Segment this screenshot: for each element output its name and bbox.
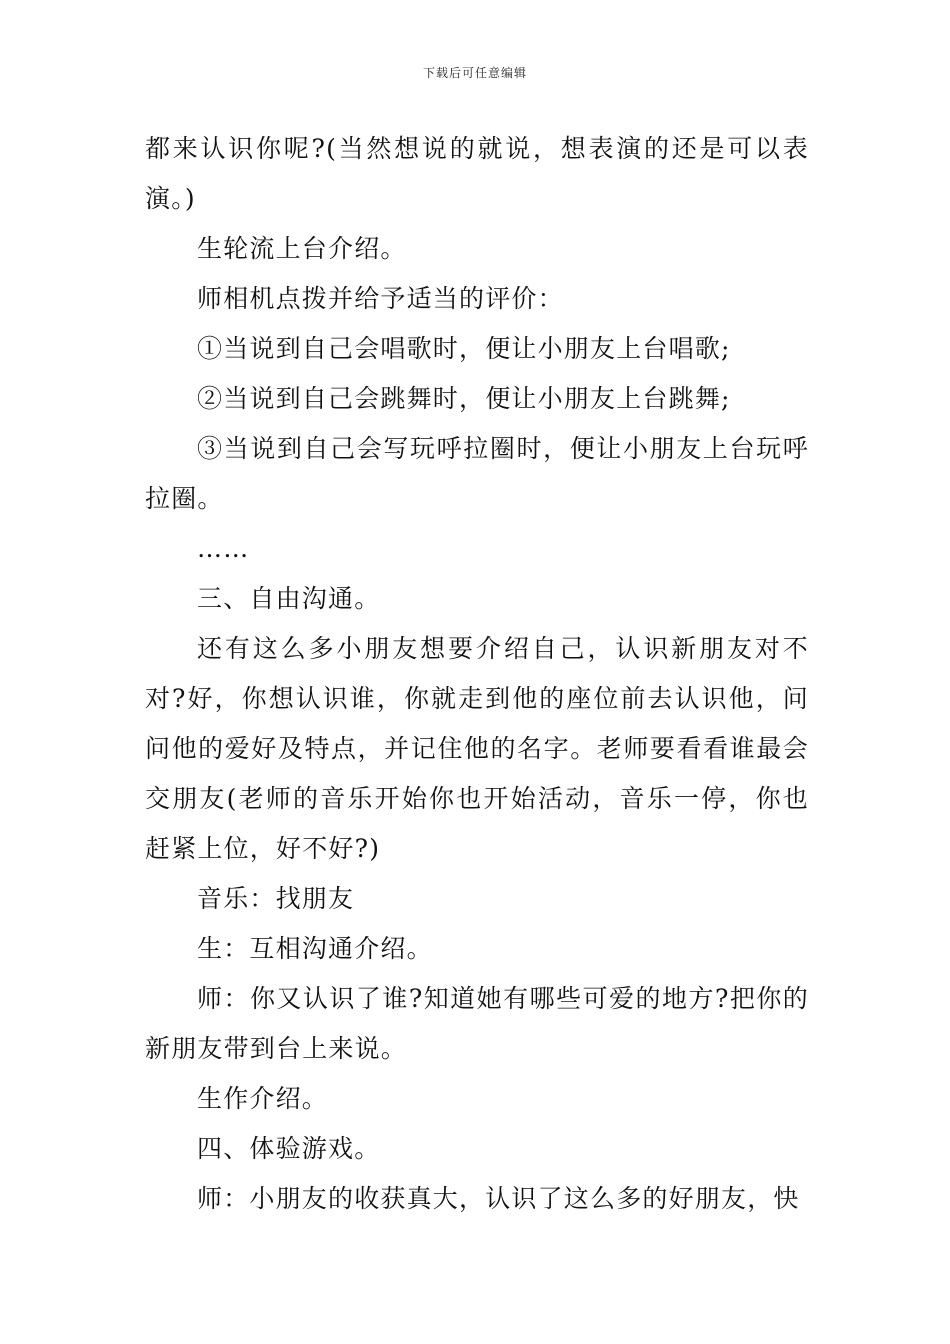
paragraph: 生：互相沟通介绍。 — [197, 934, 433, 963]
page-header: 下载后可任意编辑 — [422, 66, 527, 80]
section-heading: 四、体验游戏。 — [197, 1134, 381, 1163]
ellipsis-paragraph: …… — [197, 534, 250, 563]
paragraph: 生作介绍。 — [197, 1084, 329, 1113]
paragraph: 师相机点拨并给予适当的评价： — [197, 284, 564, 313]
paragraph: 还有这么多小朋友想要介绍自己，认识新朋友对不对?好，你想认识谁，你就走到他的座位前去认识他，问问他的爱好及特点，并记住他的名字。老师要看看谁最会交朋友(老师的音乐开始你也开始活动，音乐一停，你也赶紧上位，好不好?) — [145, 634, 809, 863]
paragraph: ②当说到自己会跳舞时，便让小朋友上台跳舞; — [197, 384, 731, 413]
document-body — [145, 124, 809, 1224]
paragraph: ③当说到自己会写玩呼拉圈时，便让小朋友上台玩呼拉圈。 — [145, 434, 809, 513]
paragraph: 生轮流上台介绍。 — [197, 234, 407, 263]
paragraph: ①当说到自己会唱歌时，便让小朋友上台唱歌; — [197, 334, 731, 363]
section-heading: 三、自由沟通。 — [197, 584, 381, 613]
paragraph: 都来认识你呢?(当然想说的就说，想表演的还是可以表演。) — [145, 134, 809, 213]
paragraph: 师：你又认识了谁?知道她有哪些可爱的地方?把你的新朋友带到台上来说。 — [145, 984, 809, 1063]
paragraph: 音乐：找朋友 — [197, 884, 355, 913]
paragraph: 师：小朋友的收获真大，认识了这么多的好朋友，快 — [197, 1184, 800, 1213]
